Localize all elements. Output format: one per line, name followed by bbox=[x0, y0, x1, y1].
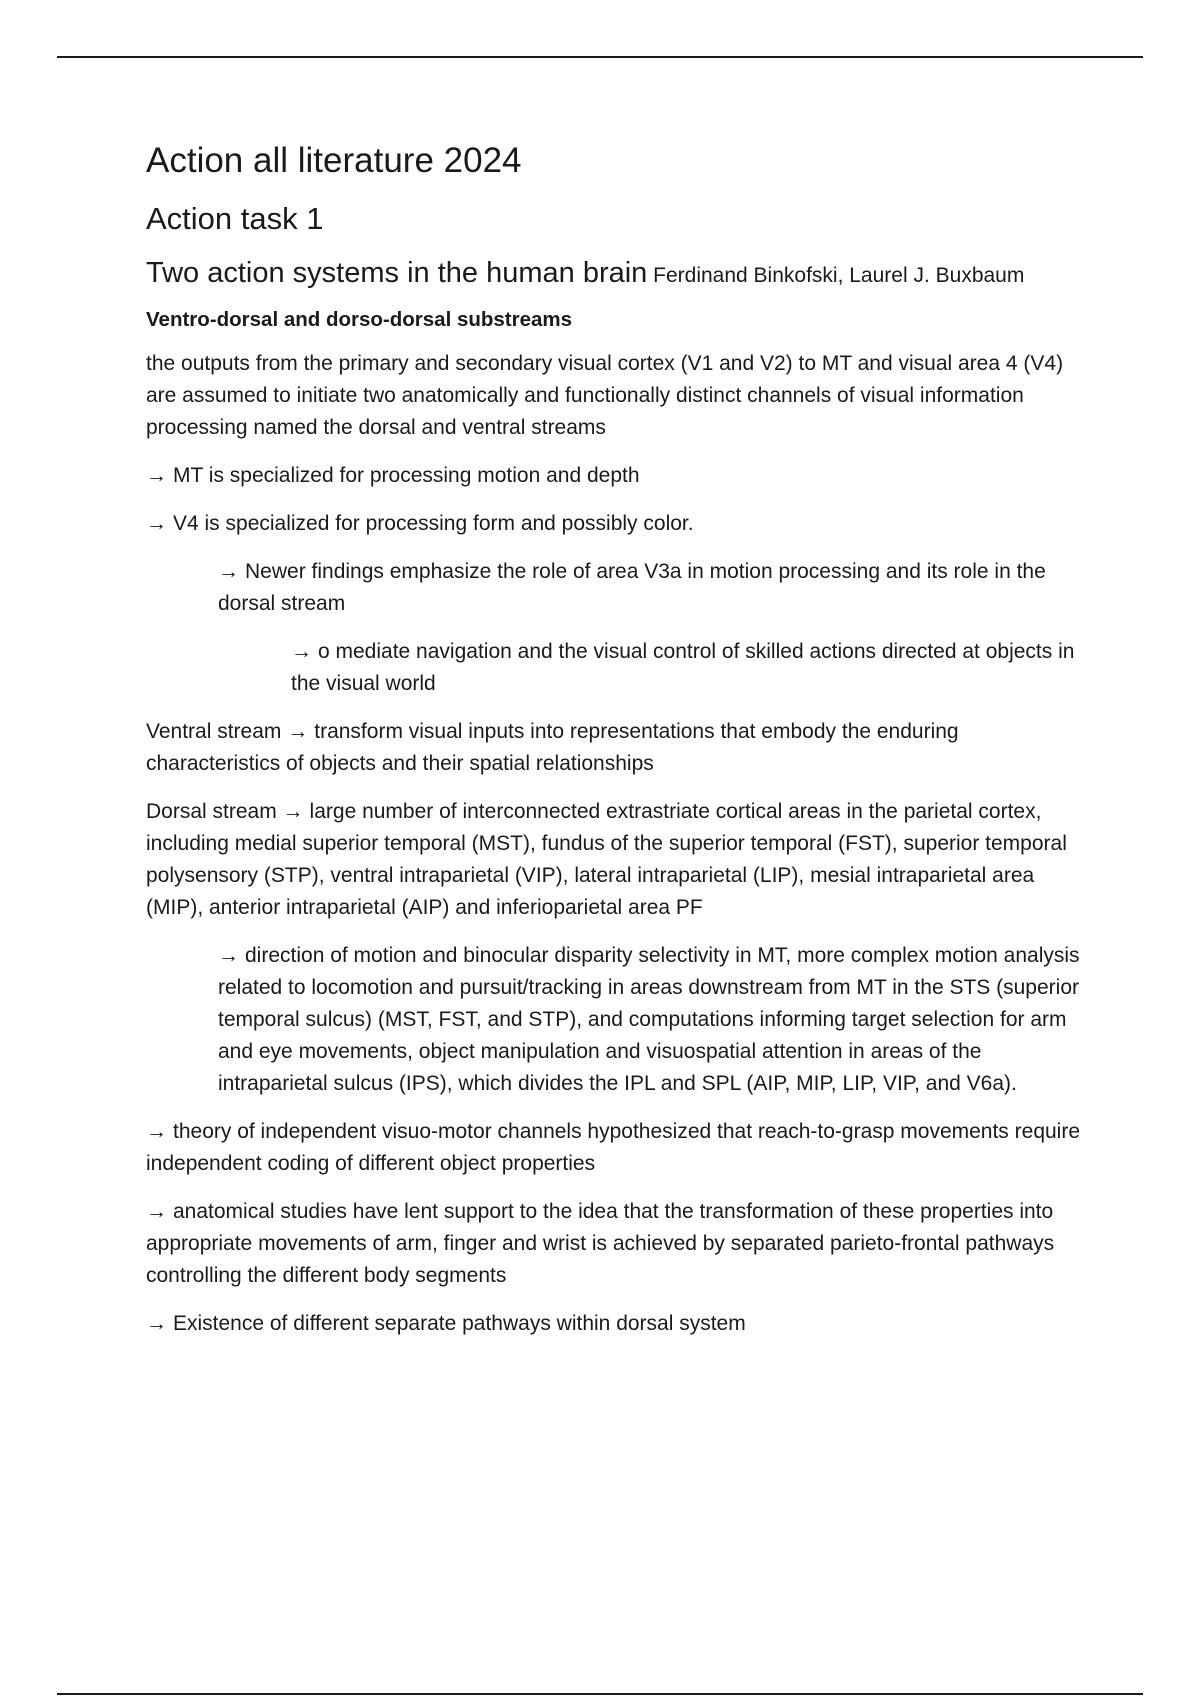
dorsal-stream-label: Dorsal stream bbox=[146, 800, 277, 824]
bullet-visuomotor-channels bbox=[146, 1116, 1096, 1180]
bullet-text: direction of motion and binocular disparity selectivity in MT, more complex motion analysis related to locomotion and pursuit/tracking in areas downstream from MT in the STS (superior temporal sulcus) (MST, FST, and STP), and computations informing target selection for arm and eye movements, object manipulation and visuospatial attention in areas of the intraparietal sulcus (IPS), which divides the IPL and SPL (AIP, MIP, LIP, VIP, and V6a). bbox=[218, 944, 1080, 1096]
arrow-icon: → bbox=[146, 1312, 167, 1336]
bullet-text: MT is specialized for processing motion and depth bbox=[173, 464, 640, 488]
paper-header bbox=[146, 257, 1096, 292]
bullet-text: V4 is specialized for processing form and possibly color. bbox=[173, 512, 694, 536]
paper-authors: Ferdinand Binkofski, Laurel J. Buxbaum bbox=[653, 264, 1025, 288]
paper-title: Two action systems in the human brain bbox=[146, 257, 648, 290]
arrow-icon: → bbox=[218, 944, 239, 968]
arrow-icon: → bbox=[146, 1120, 167, 1144]
arrow-icon: → bbox=[146, 512, 167, 536]
bullet-v4 bbox=[146, 508, 1096, 540]
arrow-icon: → bbox=[282, 800, 304, 824]
bullet-motion-analysis bbox=[218, 940, 1096, 1100]
section-heading: Ventro-dorsal and dorso-dorsal substreams bbox=[146, 308, 573, 332]
arrow-icon: → bbox=[287, 720, 309, 744]
bullet-navigation bbox=[291, 636, 1096, 700]
paragraph-dorsal-stream bbox=[146, 796, 1096, 924]
bullet-text: anatomical studies have lent support to the idea that the transformation of these properties into appropriate movements of arm, finger and wrist is achieved by separated parieto-frontal pathways controlling the different body segments bbox=[146, 1200, 1055, 1288]
bullet-separate-pathways bbox=[146, 1308, 1096, 1340]
paragraph-ventral-stream bbox=[146, 716, 1096, 780]
task-title: Action task 1 bbox=[146, 201, 324, 236]
ventral-stream-label: Ventral stream bbox=[146, 720, 282, 744]
bullet-text: Existence of different separate pathways within dorsal system bbox=[173, 1312, 746, 1336]
dorsal-stream-text: large number of interconnected extrastriate cortical areas in the parietal cortex, including medial superior temporal (MST), fundus of the superior temporal (FST), superior temporal polysensory (STP), ventral intraparietal (VIP), lateral intraparietal (LIP), mesial intraparietal area (MIP), anterior intraparietal (AIP) and inferioparietal area PF bbox=[146, 800, 1067, 920]
bullet-text: Newer findings emphasize the role of area V3a in motion processing and its role in the dorsal stream bbox=[218, 560, 1046, 616]
document-body bbox=[146, 140, 1096, 1356]
arrow-icon: → bbox=[146, 1200, 167, 1224]
document-title: Action all literature 2024 bbox=[146, 141, 522, 180]
bullet-v3a bbox=[218, 556, 1096, 620]
bullet-text: o mediate navigation and the visual control of skilled actions directed at objects in the visual world bbox=[291, 640, 1075, 696]
paragraph-visual-cortex-outputs: the outputs from the primary and secondary visual cortex (V1 and V2) to MT and visual area 4 (V4) are assumed to initiate two anatomically and functionally distinct channels of visual information processing named the dorsal and ventral streams bbox=[146, 352, 1064, 440]
ventral-stream-text: transform visual inputs into representations that embody the enduring characteristics of objects and their spatial relationships bbox=[146, 720, 959, 776]
arrow-icon: → bbox=[218, 560, 239, 584]
bullet-text: theory of independent visuo-motor channels hypothesized that reach-to-grasp movements require independent coding of different object properties bbox=[146, 1120, 1081, 1176]
arrow-icon: → bbox=[146, 464, 167, 488]
bullet-anatomical-studies bbox=[146, 1196, 1096, 1292]
arrow-icon: → bbox=[291, 640, 312, 664]
bullet-mt bbox=[146, 460, 1096, 492]
bottom-rule bbox=[57, 1693, 1143, 1695]
top-rule bbox=[57, 56, 1143, 58]
